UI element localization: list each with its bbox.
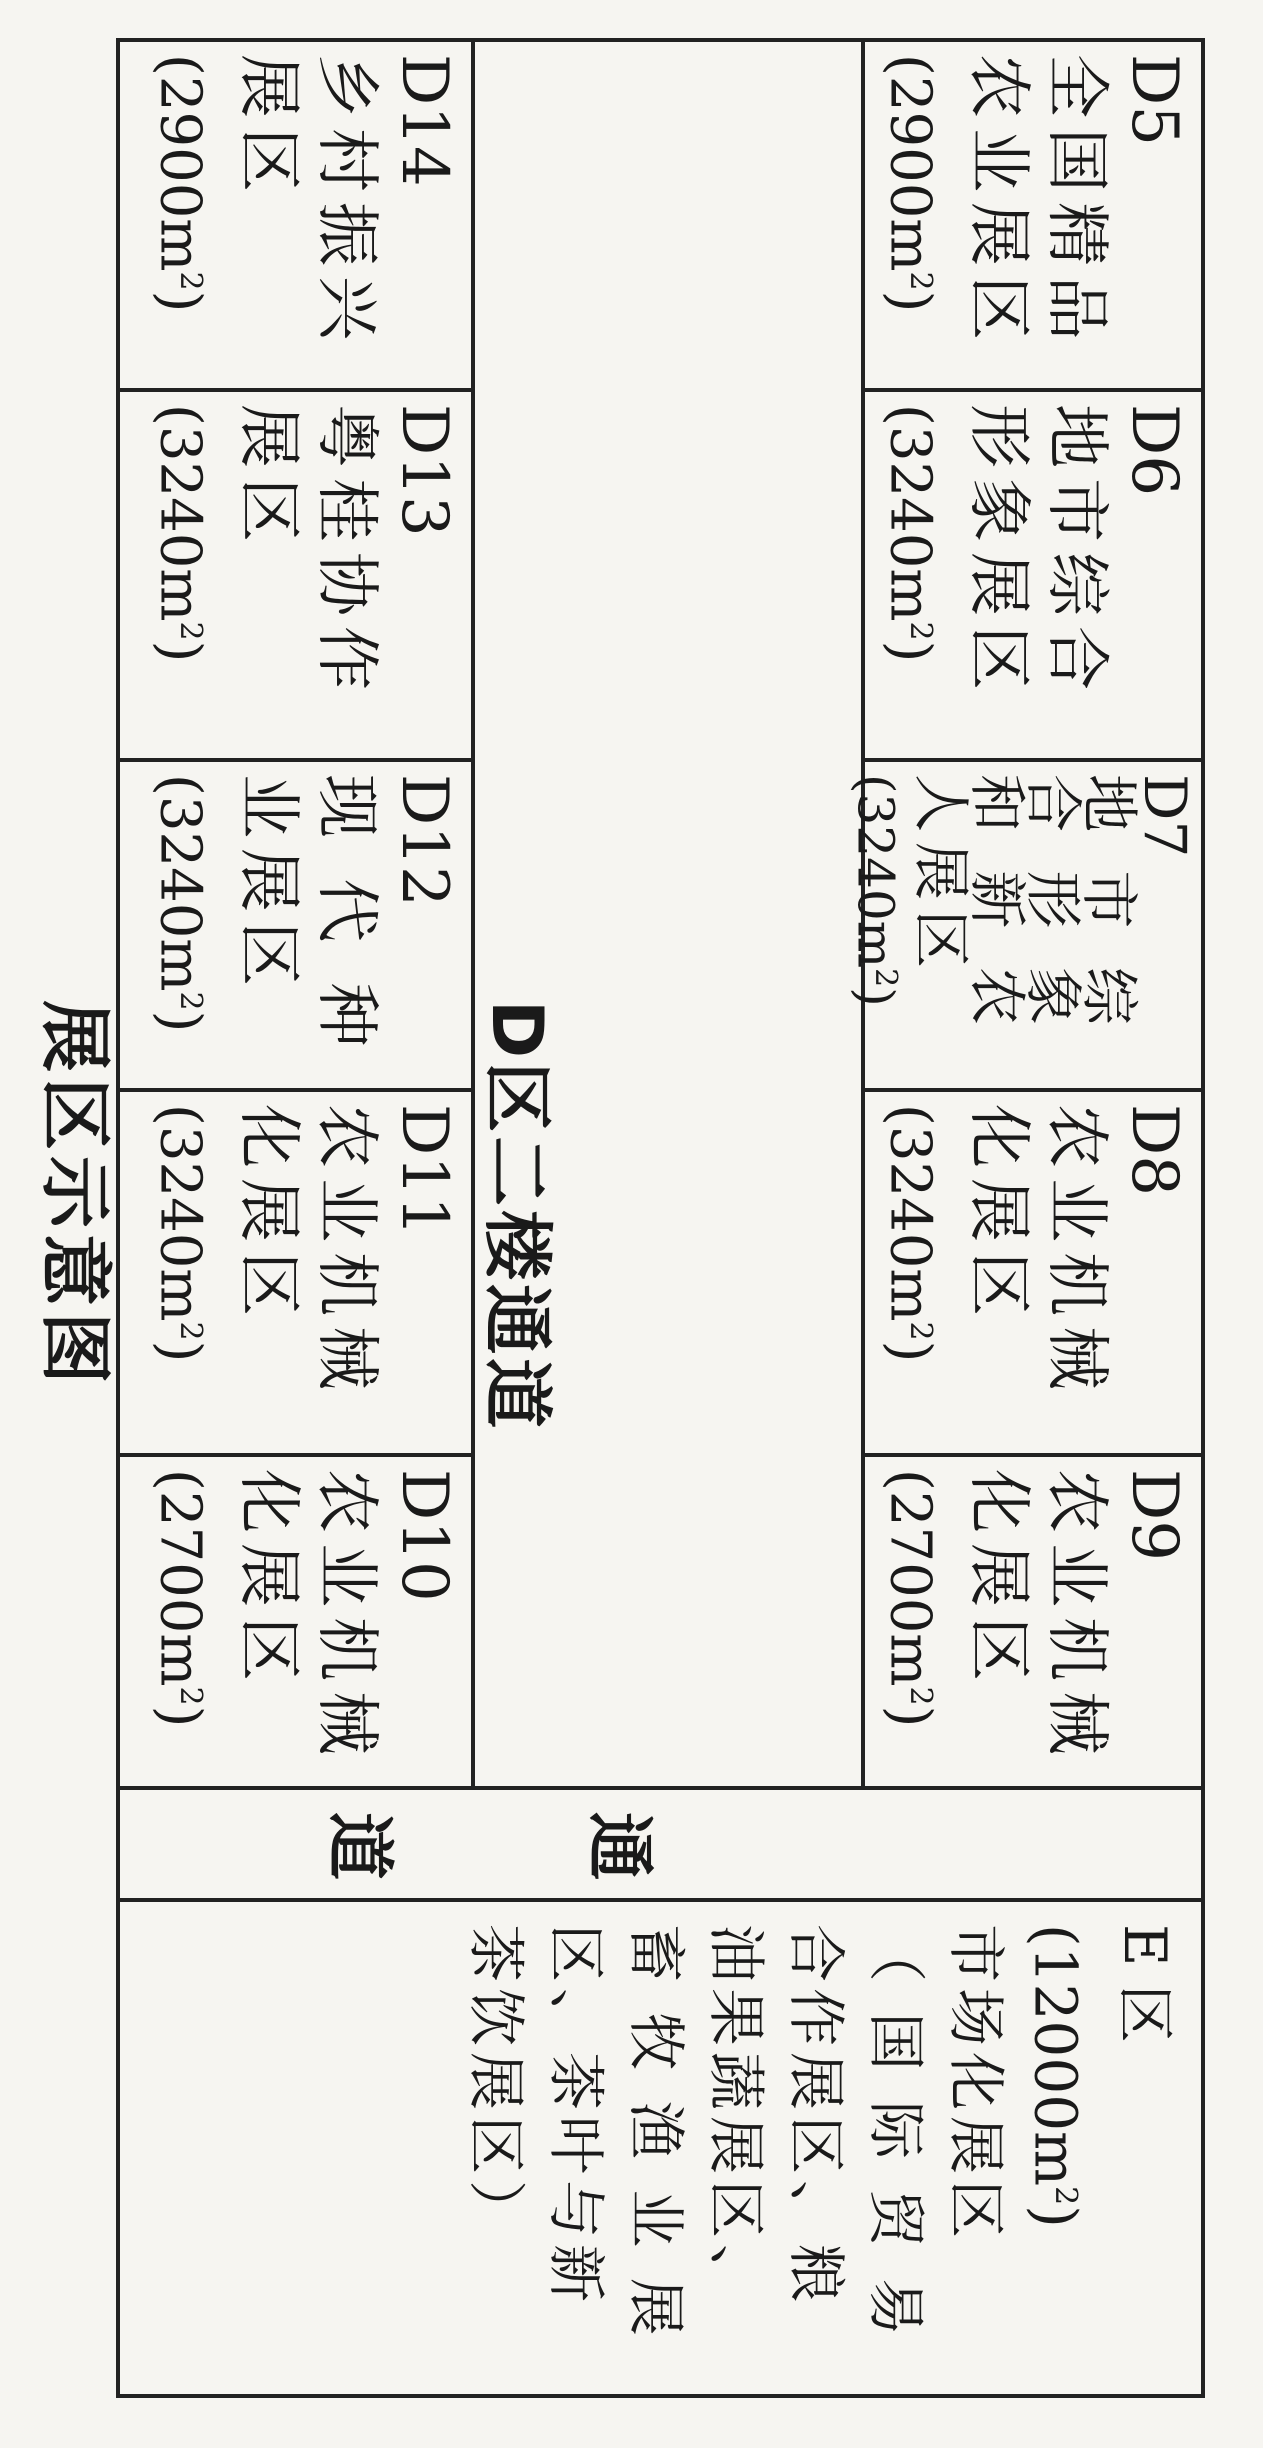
zone-label-line: 农业机械 xyxy=(309,1104,383,1400)
zone-area: $(3240m^2)$ xyxy=(147,404,213,663)
zone-label-line: 地 市 综 xyxy=(1075,774,1143,1035)
zone-label-line: 人展区 xyxy=(907,774,975,979)
zone-label-line: 农业机械 xyxy=(1039,1104,1113,1400)
zone-label-line: 粤桂协作 xyxy=(309,404,383,700)
zone-d8 xyxy=(863,1090,1203,1455)
zone-label-line: 农业展区 xyxy=(961,54,1035,350)
zone-label-line: 展区 xyxy=(231,404,305,552)
zone-label-line: 全国精品 xyxy=(1039,54,1113,350)
zone-label-line: 现 代 种 xyxy=(309,774,383,1057)
zone-code: D5 xyxy=(1117,54,1191,147)
zone-area: $(2700m^2)$ xyxy=(147,1469,213,1728)
zone-label-line: 区、茶叶与新 xyxy=(541,1924,610,2309)
plan-title: 展区示意图 xyxy=(33,1000,117,1391)
zone-area: $(3240m^2)$ xyxy=(846,774,905,1007)
corridor-label: D区二楼通道 xyxy=(476,1000,558,1433)
zone-d10 xyxy=(118,1455,473,1788)
zone-area: $(2900m^2)$ xyxy=(147,54,213,313)
zone-e xyxy=(118,1900,1203,2396)
zone-code: D14 xyxy=(387,54,461,187)
zone-area: $(3240m^2)$ xyxy=(877,404,943,663)
zone-label-line: 形象展区 xyxy=(961,404,1035,700)
zone-code: D7 xyxy=(1131,774,1199,858)
zone-d13 xyxy=(118,390,473,760)
zone-label-line: 化展区 xyxy=(231,1469,305,1691)
zone-code: D6 xyxy=(1117,404,1191,497)
zone-label-line: 和 新 农 xyxy=(963,774,1031,1035)
zone-code: D13 xyxy=(387,404,461,537)
zone-d7 xyxy=(846,760,1203,1090)
zone-code: D11 xyxy=(387,1104,461,1237)
zone-label-line: 茶饮展区） xyxy=(461,1924,530,2245)
zone-label-line: 化展区 xyxy=(961,1469,1035,1691)
zone-label-line: 合 形 象 xyxy=(1019,774,1087,1035)
zone-d6 xyxy=(863,390,1203,760)
zone-d14 xyxy=(118,40,473,390)
zone-area: $(3240m^2)$ xyxy=(147,774,213,1033)
zone-area: $(3240m^2)$ xyxy=(877,1104,943,1363)
passage-char-1: 通 xyxy=(579,1812,658,1881)
zone-d12 xyxy=(118,760,473,1090)
zone-code: D9 xyxy=(1117,1469,1191,1562)
zone-area: $(3240m^2)$ xyxy=(147,1104,213,1363)
zone-d5 xyxy=(863,40,1203,390)
zone-d11 xyxy=(118,1090,473,1455)
zone-label-line: （ 国 际 贸 易 xyxy=(861,1924,930,2342)
zone-code: D8 xyxy=(1117,1104,1191,1197)
zone-code: D10 xyxy=(387,1469,461,1602)
zone-code: D12 xyxy=(387,774,461,907)
zone-label-line: 乡村振兴 xyxy=(309,54,383,350)
zone-label-line: 化展区 xyxy=(961,1104,1035,1326)
zone-label-line: 化展区 xyxy=(231,1104,305,1326)
zone-label-line: 业展区 xyxy=(231,774,305,996)
zone-code: E 区 xyxy=(1111,1924,1179,2043)
zone-d9 xyxy=(863,1455,1203,1788)
zone-label-line: 地市综合 xyxy=(1039,404,1113,700)
zone-label-line: 农业机械 xyxy=(309,1469,383,1765)
zone-area: $(2900m^2)$ xyxy=(877,54,943,313)
zone-label-line: 市场化展区 xyxy=(941,1924,1010,2245)
zone-label-line: 合作展区、粮 xyxy=(781,1924,850,2309)
zone-label-line: 农业机械 xyxy=(1039,1469,1113,1765)
zone-area: $(12000m^2)$ xyxy=(1021,1924,1090,2228)
passage-char-2: 道 xyxy=(319,1812,398,1881)
zone-area: $(2700m^2)$ xyxy=(877,1469,943,1728)
zone-label-line: 畜 牧 渔 业 展 xyxy=(621,1924,690,2342)
zone-label-line: 油果蔬展区、 xyxy=(701,1924,770,2309)
zone-label-line: 展区 xyxy=(231,54,305,202)
